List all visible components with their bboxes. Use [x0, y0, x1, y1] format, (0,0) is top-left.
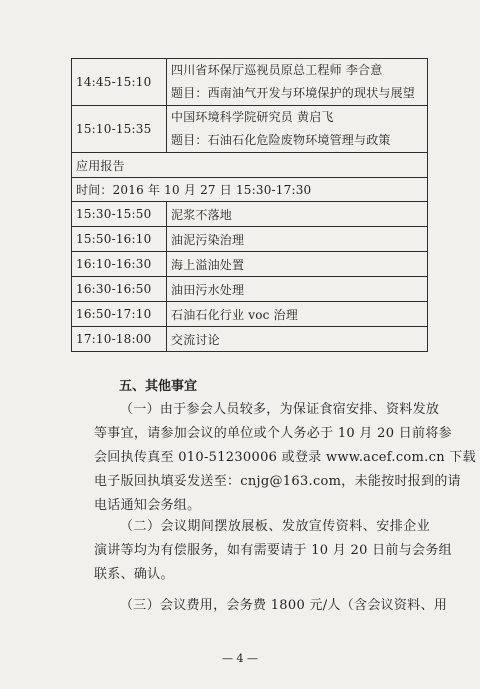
section-heading: 五、其他事宜 — [119, 379, 198, 394]
item-time: 16:30-16:50 — [72, 277, 167, 302]
paragraph-line: 电话通知会务组。 — [94, 498, 201, 513]
item-title: 油泥污染治理 — [167, 227, 428, 252]
table-row — [72, 153, 428, 178]
talk-details — [167, 59, 428, 106]
paragraph-line: 会回执传真至 010-51230006 或登录 www.acef.com.cn 下载 — [94, 450, 476, 465]
page-number: — 4 — — [222, 652, 258, 665]
paragraph-accommodation — [94, 398, 476, 518]
paragraph-fees — [94, 594, 448, 618]
paragraph-line: 演讲等均为有偿服务，如有需要请于 10 月 20 日前与会务组 — [94, 543, 452, 558]
paragraph-line: 联系、确认。 — [94, 567, 174, 582]
paragraph-line: 电子版回执填妥发送至：cnjg@163.com，未能按时报到的请 — [94, 474, 461, 489]
item-title: 交流讨论 — [167, 327, 428, 352]
talk-time: 15:10-15:35 — [72, 106, 167, 153]
item-time: 15:50-16:10 — [72, 227, 167, 252]
section-time: 时间：2016 年 10 月 27 日 15:30-17:30 — [72, 178, 428, 202]
item-title: 油田污水处理 — [167, 277, 428, 302]
table-row — [72, 202, 428, 227]
talk-topic: 题目：石油石化危险废物环境管理与政策 — [171, 133, 391, 147]
paragraph-line: 等事宜，请参加会议的单位或个人务必于 10 月 20 日前将参 — [94, 426, 452, 441]
paragraph-line: （一）由于参会人员较多，为保证食宿安排、资料发放 — [120, 402, 440, 417]
talk-time: 14:45-15:10 — [72, 59, 167, 106]
table-row — [72, 178, 428, 202]
item-title: 海上溢油处置 — [167, 252, 428, 277]
table-row — [72, 327, 428, 352]
talk-topic: 题目：西南油气开发与环境保护的现状与展望 — [171, 86, 416, 100]
paragraph-line: （三）会议费用，会务费 1800 元/人（含会议资料、用 — [120, 598, 448, 613]
item-title: 泥浆不落地 — [167, 202, 428, 227]
table-row — [72, 106, 428, 153]
item-time: 16:10-16:30 — [72, 252, 167, 277]
item-time: 16:50-17:10 — [72, 302, 167, 327]
schedule-table — [71, 58, 428, 352]
table-row — [72, 59, 428, 106]
item-time: 17:10-18:00 — [72, 327, 167, 352]
talk-speaker: 中国环境科学院研究员 黄启飞 — [171, 110, 334, 124]
table-row — [72, 302, 428, 327]
paragraph-exhibition — [94, 515, 452, 587]
table-row — [72, 252, 428, 277]
talk-details — [167, 106, 428, 153]
section-title: 应用报告 — [72, 153, 428, 178]
table-row — [72, 227, 428, 252]
item-title: 石油石化行业 voc 治理 — [167, 302, 428, 327]
paragraph-line: （二）会议期间摆放展板、发放宣传资料、安排企业 — [120, 519, 430, 534]
item-time: 15:30-15:50 — [72, 202, 167, 227]
talk-speaker: 四川省环保厅巡视员原总工程师 李合意 — [171, 63, 383, 77]
table-row — [72, 277, 428, 302]
